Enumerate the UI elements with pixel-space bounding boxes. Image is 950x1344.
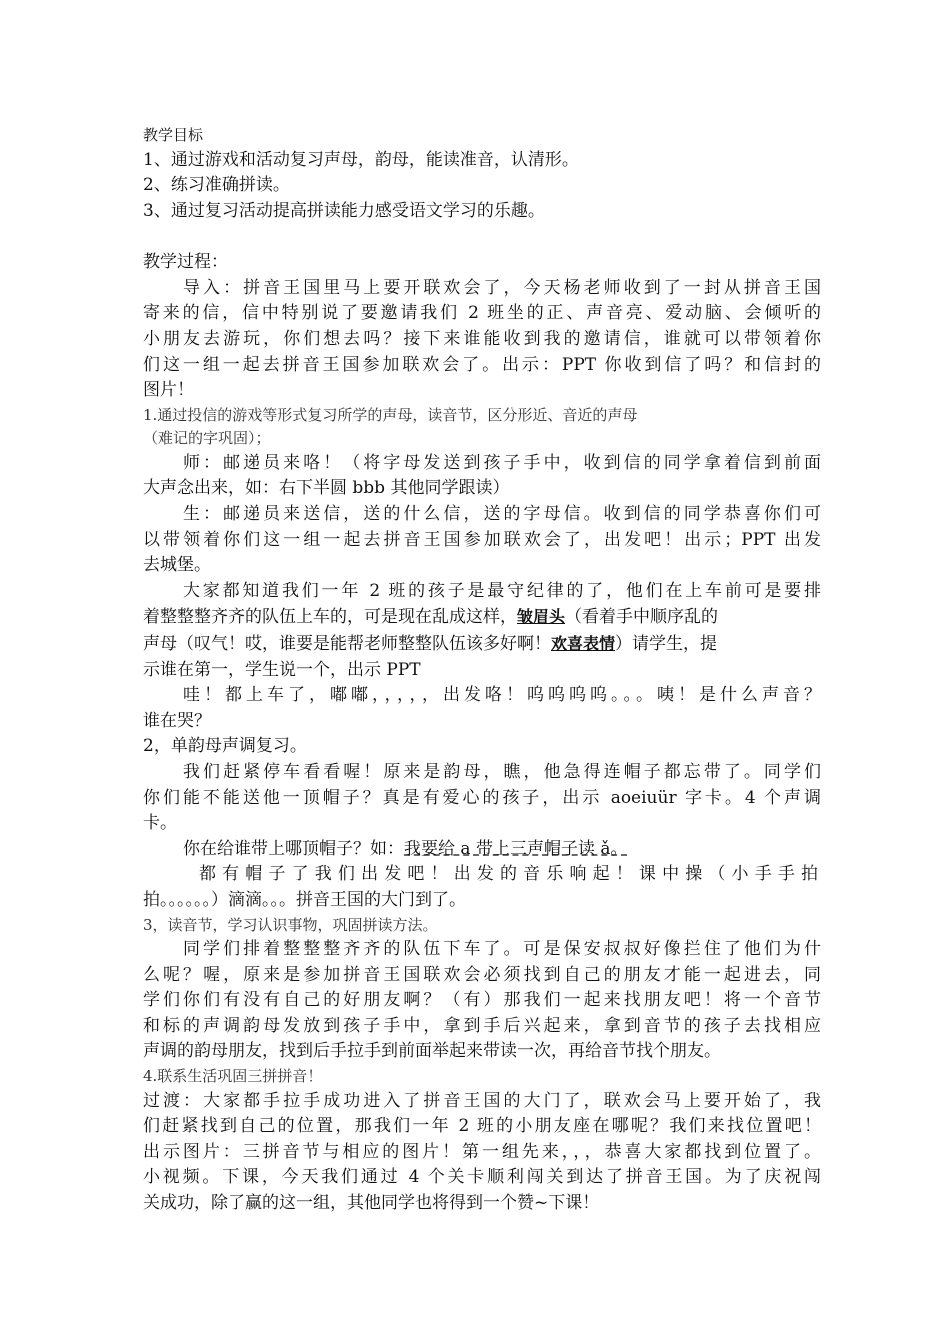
intro-line: 导入：拼音王国里马上要开联欢会了，今天杨老师收到了一封从拼音王国	[183, 277, 821, 298]
paragraph-line: 和标的声调韵母发放到孩子手中，拿到手后兴起来，拿到音节的孩子去找相应	[143, 1015, 821, 1036]
paragraph-line	[143, 837, 821, 863]
intro-line: 图片！	[143, 380, 194, 401]
paragraph-line: 关成功，除了赢的这一组，其他同学也将得到一个赞~下课！	[143, 1192, 600, 1213]
paragraph-line	[143, 631, 821, 658]
text-span: 你在给谁带上哪顶帽子？如：	[183, 838, 404, 859]
paragraph-line: 大家都知道我们一年 2 班的孩子是最守纪律的了，他们在上车前可是要排	[183, 580, 821, 601]
paragraph-line: 拍。。。。。。）滴滴。。。拼音王国的大门到了。	[143, 889, 466, 910]
teacher-line: 大声念出来，如：右下半圆 bbb 其他同学跟读）	[143, 478, 510, 499]
paragraph-line: 同学们排着整整整齐齐的队伍下车了。可是保安叔叔好像拦住了他们为什	[183, 939, 821, 960]
text-span: （看着手中顺序乱的	[565, 607, 719, 628]
intro-line: 们这一组一起去拼音王国参加联欢会了。出示：PPT 你收到信了吗？和信封的	[143, 354, 821, 375]
student-line: 去城堡。	[143, 555, 211, 576]
section-heading: 3，读音节，学习认识事物，巩固拼读方法。	[143, 915, 438, 934]
doc-title: 教学目标	[143, 126, 204, 144]
paragraph-line: 你们能不能送他一顶帽子？真是有爱心的孩子，出示 aoeiuür 字卡。4 个声调	[143, 787, 821, 808]
section-heading: 1.通过投信的游戏等形式复习所学的声母，读音节，区分形近、音近的声母	[143, 405, 638, 424]
emphasis-frown: 皱眉头	[517, 607, 566, 627]
document-body	[143, 124, 821, 1216]
paragraph-line: 学们你们有没有自己的好朋友啊？（有）那我们一起来找朋友吧！将一个音节	[143, 990, 821, 1011]
student-line: 生：邮递员来送信，送的什么信，送的字母信。收到信的同学恭喜你们可	[183, 504, 821, 525]
paragraph-line	[143, 604, 821, 631]
intro-line: 小朋友去游玩，你们想去吗？接下来谁能收到我的邀请信，谁就可以带领着你	[143, 329, 821, 350]
paragraph-line: 们赶紧找到自己的位置，那我们一年 2 班的小朋友座在哪呢？我们来找位置吧！	[143, 1116, 821, 1137]
paragraph-line: 示谁在第一，学生说一个，出示 PPT	[143, 659, 421, 680]
intro-line: 寄来的信，信中特别说了要邀请我们 2 班坐的正、声音亮、爱动脑、会倾听的	[143, 303, 821, 324]
paragraph-line: 卡。	[143, 813, 177, 834]
goal-item: 2、练习准确拼读。	[143, 175, 290, 196]
teacher-line: 师：邮递员来咯！（将字母发送到孩子手中，收到信的同学拿着信到前面	[183, 452, 821, 473]
text-span: 声母（叹气！哎，谁要是能帮老师整整队伍该多好啊！	[143, 634, 551, 654]
paragraph-line: 都有帽子了我们出发吧！出发的音乐响起！课中操（小手手拍	[199, 864, 821, 885]
paragraph-line: 谁在哭？	[143, 710, 211, 731]
paragraph-line: 小视频。下课，今天我们通过 4 个关卡顺利闯关到达了拼音王国。为了庆祝闯	[143, 1167, 821, 1188]
text-span: ）请学生，提	[615, 634, 718, 654]
paragraph-line: 么呢？喔，原来是参加拼音王国联欢会必须找到自己的朋友才能一起进去，同	[143, 964, 821, 985]
text-span: 着整整整齐齐的队伍上车的，可是现在乱成这样，	[143, 607, 517, 628]
goal-item: 1、通过游戏和活动复习声母，韵母，能读准音，认清形。	[143, 149, 579, 170]
paragraph-line: 出示图片：三拼音节与相应的图片！第一组先来，，，恭喜大家都找到位置了。	[143, 1141, 821, 1162]
goal-item: 3、通过复习活动提高拼读能力感受语文学习的乐趣。	[143, 200, 545, 221]
paragraph-line: 我们赶紧停车看看喔！原来是韵母，瞧，他急得连帽子都忘带了。同学们	[183, 761, 821, 782]
paragraph-line: 声调的韵母朋友，找到后手拉手到前面举起来带读一次，再给音节找个朋友。	[143, 1041, 721, 1062]
process-heading: 教学过程：	[143, 252, 228, 273]
paragraph-line: 过渡：大家都手拉手成功进入了拼音王国的大门了，联欢会马上要开始了，我	[143, 1090, 821, 1111]
paragraph-line: 哇！都上车了，嘟嘟，，，，，出发咯！呜呜呜呜。。。咦！是什么声音？	[183, 685, 821, 706]
section-heading-cont: （难记的字巩固）；	[143, 429, 271, 448]
section-heading: 4.联系生活巩固三拼拼音！	[143, 1067, 323, 1085]
example-underlined: 我要给 a 带上三声帽子读 ǎ。	[404, 838, 628, 859]
emphasis-happy: 欢喜表情	[551, 634, 616, 653]
spacer	[143, 224, 821, 250]
section-heading: 2，单韵母声调复习。	[143, 736, 307, 757]
student-line: 以带领着你们这一组一起去拼音王国参加联欢会了，出发吧！出示；PPT 出发	[143, 529, 821, 550]
